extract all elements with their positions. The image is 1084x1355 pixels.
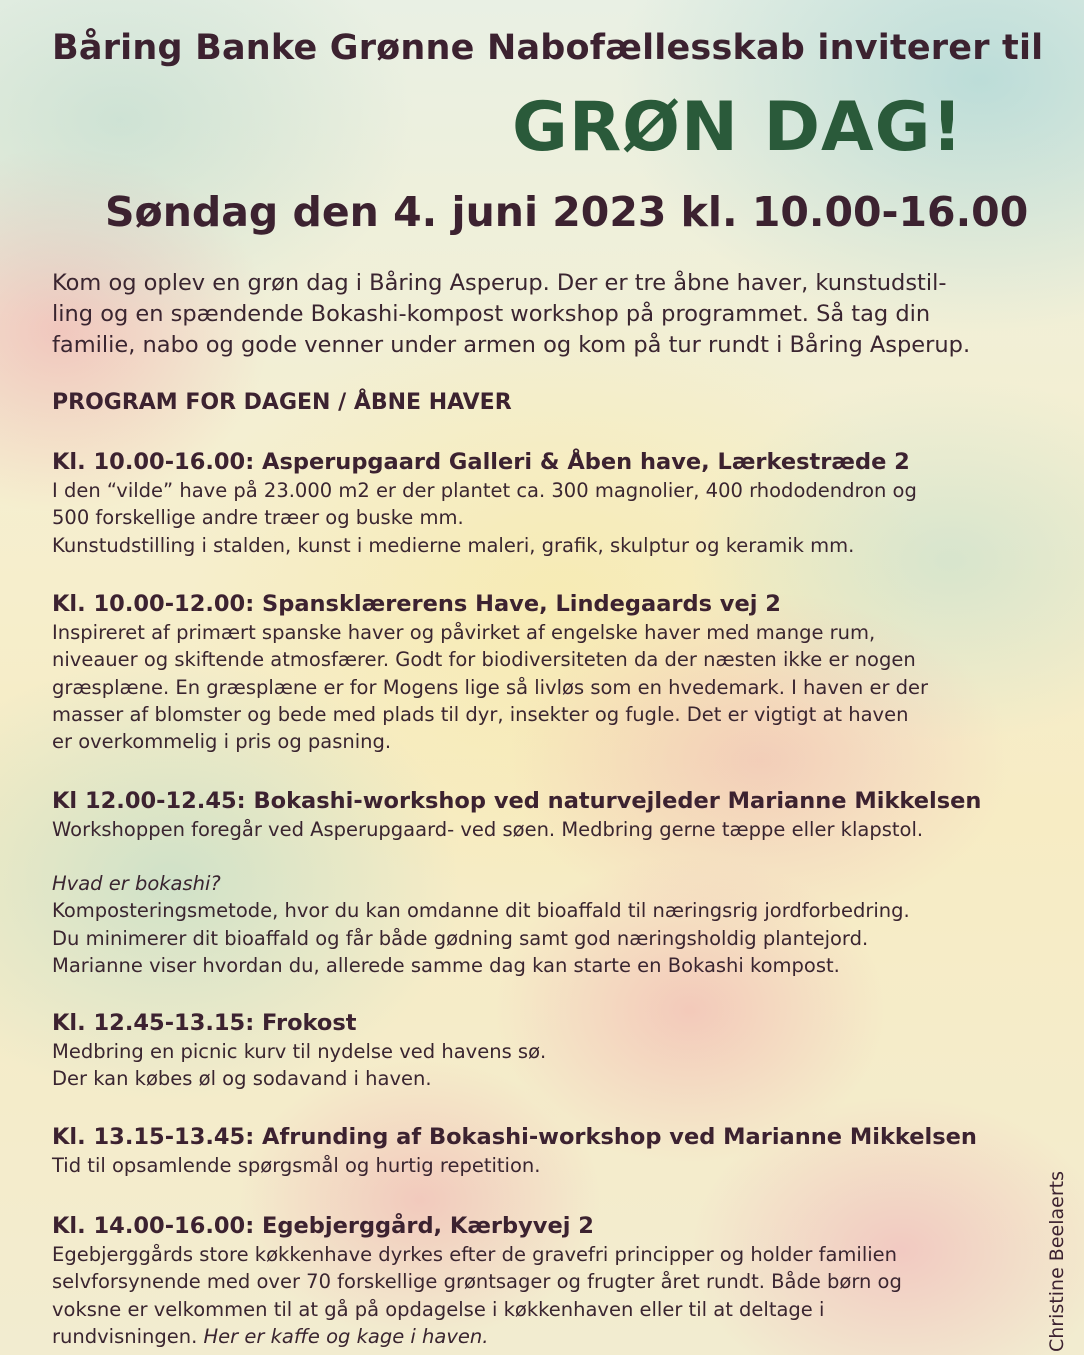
program-item-line: er overkommelig i pris og pasning. [52,730,392,754]
program-item-egebjerggaard [52,1211,1042,1350]
program-item-line: Inspireret af primært spanske haver og påvirket af engelske haver med mange rum, [52,621,876,644]
program-item-line: Medbring en picnic kurv til nydelse ved havens sø. [52,1040,547,1063]
program-item-line: I den “vilde” have på 23.000 m2 er der plantet ca. 300 magnolier, 400 rhododendron og [52,479,917,502]
event-title: GRØN DAG! [512,88,964,167]
program-item-bokashi-workshop [52,786,1042,843]
program-item-heading: Kl. 12.45-13.15: Frokost [52,1010,357,1036]
bokashi-line: Du minimerer dit bioaffald og får både gødning samt god næringsholdig plantejord. [52,926,869,950]
intro-line: familie, nabo og gode venner under armen og kom på tur rundt i Båring Asperup. [52,332,971,358]
program-item-heading: Kl. 13.15-13.45: Afrunding af Bokashi-workshop ved Marianne Mikkelsen [52,1124,977,1150]
program-item-spanish-garden [52,589,1042,755]
bokashi-question: Hvad er bokashi? [52,872,221,895]
program-item-line: Tid til opsamlende spørgsmål og hurtig repetition. [52,1154,541,1177]
program-title: PROGRAM FOR DAGEN / ÅBNE HAVER [52,390,512,415]
program-item-heading: Kl. 10.00-16.00: Asperupgaard Galleri & Åben have, Lærkestræde 2 [52,449,910,475]
invite-heading: Båring Banke Grønne Nabofællesskab inviterer til [52,28,1044,68]
program-item-line: selvforsynende med over 70 forskellige grøntsager og frugter året rundt. Både børn og [52,1270,902,1294]
program-item-heading: Kl. 14.00-16.00: Egebjerggård, Kærbyvej 2 [52,1213,594,1239]
program-item-line: Kunstudstilling i stalden, kunst i medierne maleri, grafik, skulptur og keramik mm. [52,533,855,557]
program-item-line [52,1323,1042,1350]
bokashi-explanation [52,870,1042,979]
program-item-lunch [52,1008,1042,1093]
program-item-line: voksne er velkommen til at gå på opdagelse i køkkenhaven eller til at deltage i [52,1297,825,1321]
program-item-line: 500 forskellige andre træer og buske mm. [52,506,464,530]
bokashi-line: Komposteringsmetode, hvor du kan omdanne dit bioaffald til næringsrig jordforbedring. [52,899,910,923]
program-item-line: græsplæne. En græsplæne er for Mogens lige så livløs som en hvedemark. I haven er der [52,675,929,699]
program-item-heading: Kl 12.00-12.45: Bokashi-workshop ved naturvejleder Marianne Mikkelsen [52,788,982,814]
event-date: Søndag den 4. juni 2023 kl. 10.00-16.00 [105,188,1029,236]
program-item-heading: Kl. 10.00-12.00: Spansklærerens Have, Lindegaards vej 2 [52,591,781,617]
program-item-gallery [52,447,1042,559]
program-item-line: masser af blomster og bede med plads til dyr, insekter og fugle. Det er vigtigt at haven [52,702,909,726]
program-item-line: Egebjerggårds store køkkenhave dyrkes efter de gravefri principper og holder familien [52,1243,898,1266]
program-item-line: niveauer og skiftende atmosfærer. Godt for biodiversiteten da der næsten ikke er nogen [52,648,916,672]
program-item-line: Workshoppen foregår ved Asperupgaard- ved søen. Medbring gerne tæppe eller klapstol. [52,818,924,841]
intro-paragraph [52,268,1042,361]
artist-credit: Christine Beelaerts [1046,1171,1068,1352]
intro-line: ling og en spændende Bokashi-kompost workshop på programmet. Så tag din [52,301,931,327]
program-item-line: Der kan købes øl og sodavand i haven. [52,1067,432,1091]
coffee-note: Her er kaffe og kage i haven. [203,1324,489,1348]
intro-line: Kom og oplev en grøn dag i Båring Asperup. Der er tre åbne haver, kunstudstil- [52,270,947,296]
program-item-wrapup [52,1122,1042,1179]
program-item-line-start: rundvisningen. [52,1324,204,1348]
bokashi-line: Marianne viser hvordan du, allerede samme dag kan starte en Bokashi kompost. [52,953,840,977]
